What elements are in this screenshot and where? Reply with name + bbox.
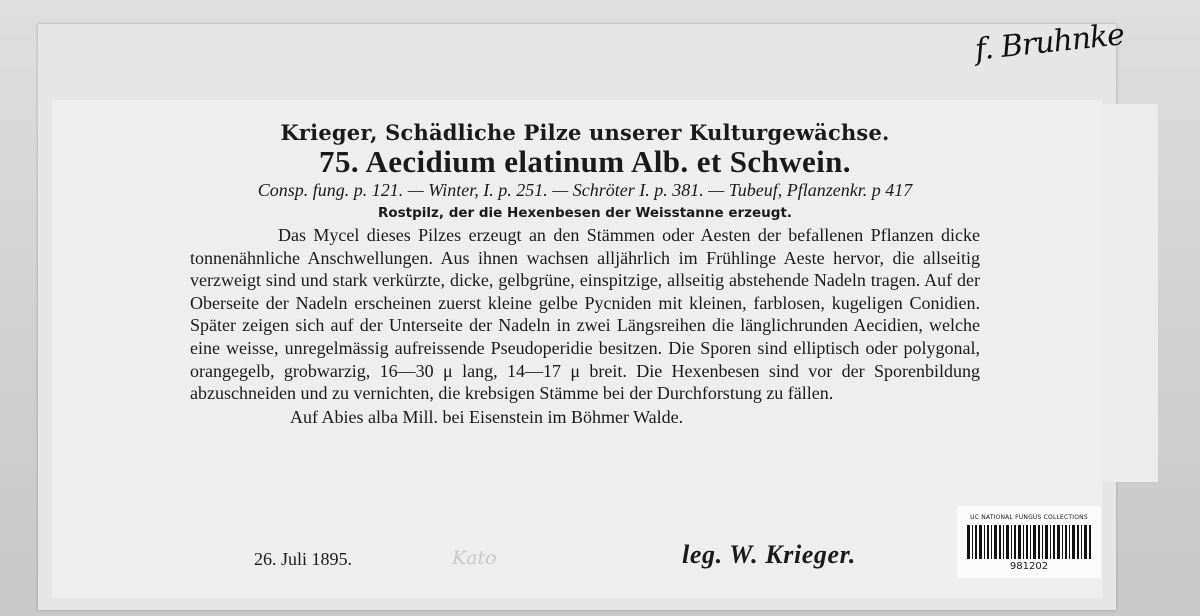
label-text-block xyxy=(190,120,980,429)
collection-date: 26. Juli 1895. xyxy=(254,549,353,569)
sheet-edge xyxy=(1102,104,1158,482)
handwritten-annotation: f. Bruhnke xyxy=(973,17,1126,68)
species-title: 75. Aecidium elatinum Alb. et Schwein. xyxy=(319,144,851,179)
barcode-caption: UC NATIONAL FUNGUS COLLECTIONS xyxy=(970,514,1088,521)
collector-name: leg. W. Krieger. xyxy=(682,540,857,569)
locality-line: Auf Abies alba Mill. bei Eisenstein im Böhmer Walde. xyxy=(290,406,684,427)
barcode-icon xyxy=(967,525,1091,559)
description-text: Das Mycel dieses Pilzes erzeugt an den Stämmen oder Aesten der befallenen Pflanzen dicke tonnenähnliche Anschwellungen. Aus ihnen wachsen alljährlich im Frühlinge Aeste hervor, die allseitig verzweigt sind und stark verkürzte, dicke, gelbgrüne, einspitzige, allseitig abstehende Nadeln tragen. Auf der Oberseite der Nadeln erscheinen zuerst kleine gelbe Pycniden mit kleinen, farblosen, kugeligen Conidien. Später zeigen sich auf der Unterseite der Nadeln in zwei Längsreihen die länglichrunden Aecidien, welche eine weisse, unregelmässig aufreissende Pseudoperidie besitzen. Die Sporen sind elliptisch oder polygonal, orangegelb, grobwarzig, 16—30 μ lang, 14—17 μ breit. Die Hexenbesen sind vor der Sporenbildung abzuschneiden und zu vernichten, die krebsigen Stämme bei der Durchforstung zu fällen. xyxy=(190,225,980,404)
literature-references: Consp. fung. p. 121. — Winter, I. p. 251. — Schröter I. p. 381. — Tubeuf, Pflanzenkr. p 417 xyxy=(257,180,913,200)
description-paragraph xyxy=(190,224,980,405)
pencil-note: Kato xyxy=(452,547,497,569)
common-description: Rostpilz, der die Hexenbesen der Weisstanne erzeugt. xyxy=(377,205,793,221)
barcode-number: 981202 xyxy=(1009,561,1049,572)
barcode-label xyxy=(957,506,1101,578)
series-header: Krieger, Schädliche Pilze unserer Kulturgewächse. xyxy=(280,120,890,145)
